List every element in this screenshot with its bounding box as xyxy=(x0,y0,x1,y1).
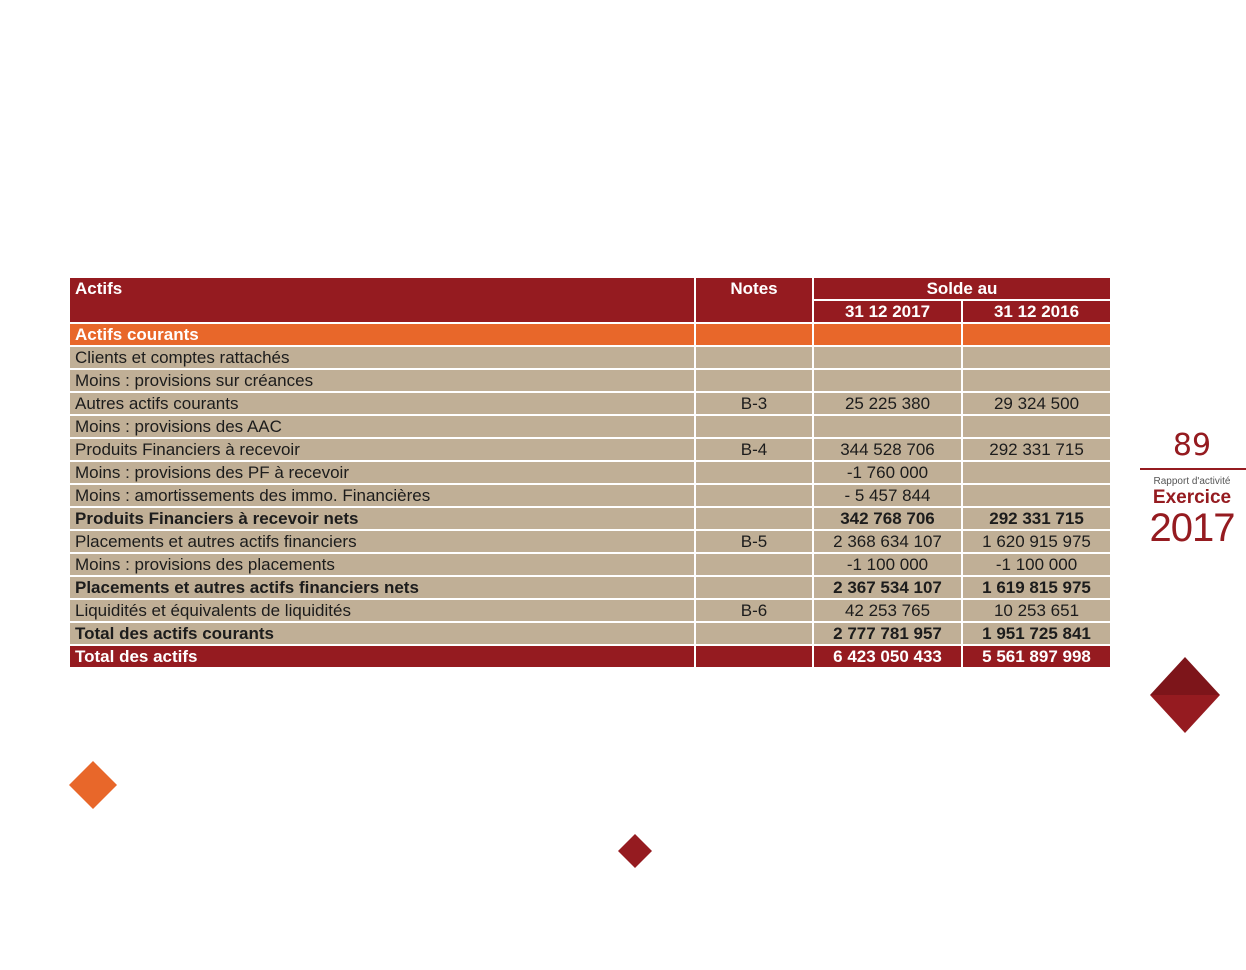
row-label: Liquidités et équivalents de liquidités xyxy=(69,599,695,622)
row-value-2017: 2 367 534 107 xyxy=(813,576,962,599)
table-subtotal-row xyxy=(69,576,1111,599)
section-label: Actifs courants xyxy=(69,323,695,346)
row-note xyxy=(695,415,813,438)
row-label: Produits Financiers à recevoir xyxy=(69,438,695,461)
row-label: Placements et autres actifs financiers xyxy=(69,530,695,553)
table-row xyxy=(69,530,1111,553)
row-value-2017: - 5 457 844 xyxy=(813,484,962,507)
row-label: Moins : provisions sur créances xyxy=(69,369,695,392)
assets-table xyxy=(68,276,1112,669)
table-row xyxy=(69,369,1111,392)
row-value-2017: -1 100 000 xyxy=(813,553,962,576)
report-label: Rapport d'activité xyxy=(1153,476,1231,487)
header-date-2017: 31 12 2017 xyxy=(813,300,962,323)
row-value-2017: 25 225 380 xyxy=(813,392,962,415)
row-value-2017: 2 368 634 107 xyxy=(813,530,962,553)
page-sidebar xyxy=(1138,428,1246,548)
grand-total-2017: 6 423 050 433 xyxy=(813,645,962,668)
sidebar-divider xyxy=(1140,468,1246,470)
section-row xyxy=(69,323,1111,346)
row-value-2016: 292 331 715 xyxy=(962,507,1111,530)
row-value-2016: -1 100 000 xyxy=(962,553,1111,576)
row-note xyxy=(695,622,813,645)
grand-total-2016: 5 561 897 998 xyxy=(962,645,1111,668)
row-value-2016 xyxy=(962,484,1111,507)
table-row xyxy=(69,415,1111,438)
row-note xyxy=(695,576,813,599)
row-value-2016 xyxy=(962,346,1111,369)
table-row xyxy=(69,484,1111,507)
row-note xyxy=(695,346,813,369)
row-label: Produits Financiers à recevoir nets xyxy=(69,507,695,530)
row-note: B-5 xyxy=(695,530,813,553)
row-value-2016: 292 331 715 xyxy=(962,438,1111,461)
section-empty-cell xyxy=(695,323,813,346)
header-date-2016: 31 12 2016 xyxy=(962,300,1111,323)
table-row xyxy=(69,599,1111,622)
row-note xyxy=(695,461,813,484)
page-number: 89 xyxy=(1172,428,1212,463)
row-value-2017 xyxy=(813,415,962,438)
row-note xyxy=(695,553,813,576)
exercise-year: 2017 xyxy=(1149,506,1235,550)
row-value-2016 xyxy=(962,415,1111,438)
table-subtotal-row xyxy=(69,622,1111,645)
row-value-2016: 29 324 500 xyxy=(962,392,1111,415)
row-value-2016: 10 253 651 xyxy=(962,599,1111,622)
row-value-2016: 1 951 725 841 xyxy=(962,622,1111,645)
row-label: Moins : provisions des AAC xyxy=(69,415,695,438)
grand-total-label: Total des actifs xyxy=(69,645,695,668)
row-value-2016 xyxy=(962,369,1111,392)
table-row xyxy=(69,392,1111,415)
exercise-label: Exercice xyxy=(1152,487,1232,508)
table-row xyxy=(69,438,1111,461)
header-actifs: Actifs xyxy=(69,277,695,323)
row-label: Total des actifs courants xyxy=(69,622,695,645)
row-note: B-3 xyxy=(695,392,813,415)
row-value-2017: 42 253 765 xyxy=(813,599,962,622)
row-value-2017: 344 528 706 xyxy=(813,438,962,461)
row-label: Clients et comptes rattachés xyxy=(69,346,695,369)
decorative-diamond-large xyxy=(1148,657,1222,735)
header-solde-au: Solde au xyxy=(813,277,1111,300)
row-value-2017: 2 777 781 957 xyxy=(813,622,962,645)
row-label: Moins : amortissements des immo. Financières xyxy=(69,484,695,507)
decorative-diamond-small xyxy=(617,833,653,869)
row-note xyxy=(695,484,813,507)
row-note: B-6 xyxy=(695,599,813,622)
grand-total-note xyxy=(695,645,813,668)
row-value-2017 xyxy=(813,369,962,392)
row-note xyxy=(695,369,813,392)
row-label: Placements et autres actifs financiers nets xyxy=(69,576,695,599)
row-value-2016: 1 620 915 975 xyxy=(962,530,1111,553)
grand-total-row xyxy=(69,645,1111,668)
table-subtotal-row xyxy=(69,507,1111,530)
row-value-2017 xyxy=(813,346,962,369)
row-value-2017: 342 768 706 xyxy=(813,507,962,530)
row-value-2016: 1 619 815 975 xyxy=(962,576,1111,599)
row-value-2016 xyxy=(962,461,1111,484)
row-label: Autres actifs courants xyxy=(69,392,695,415)
table-header-row xyxy=(69,277,1111,300)
header-notes: Notes xyxy=(695,277,813,323)
table-row xyxy=(69,346,1111,369)
section-empty-cell xyxy=(813,323,962,346)
row-note: B-4 xyxy=(695,438,813,461)
row-label: Moins : provisions des placements xyxy=(69,553,695,576)
row-value-2017: -1 760 000 xyxy=(813,461,962,484)
table-row xyxy=(69,553,1111,576)
table-row xyxy=(69,461,1111,484)
decorative-diamond-orange xyxy=(68,760,118,810)
row-label: Moins : provisions des PF à recevoir xyxy=(69,461,695,484)
row-note xyxy=(695,507,813,530)
section-empty-cell xyxy=(962,323,1111,346)
